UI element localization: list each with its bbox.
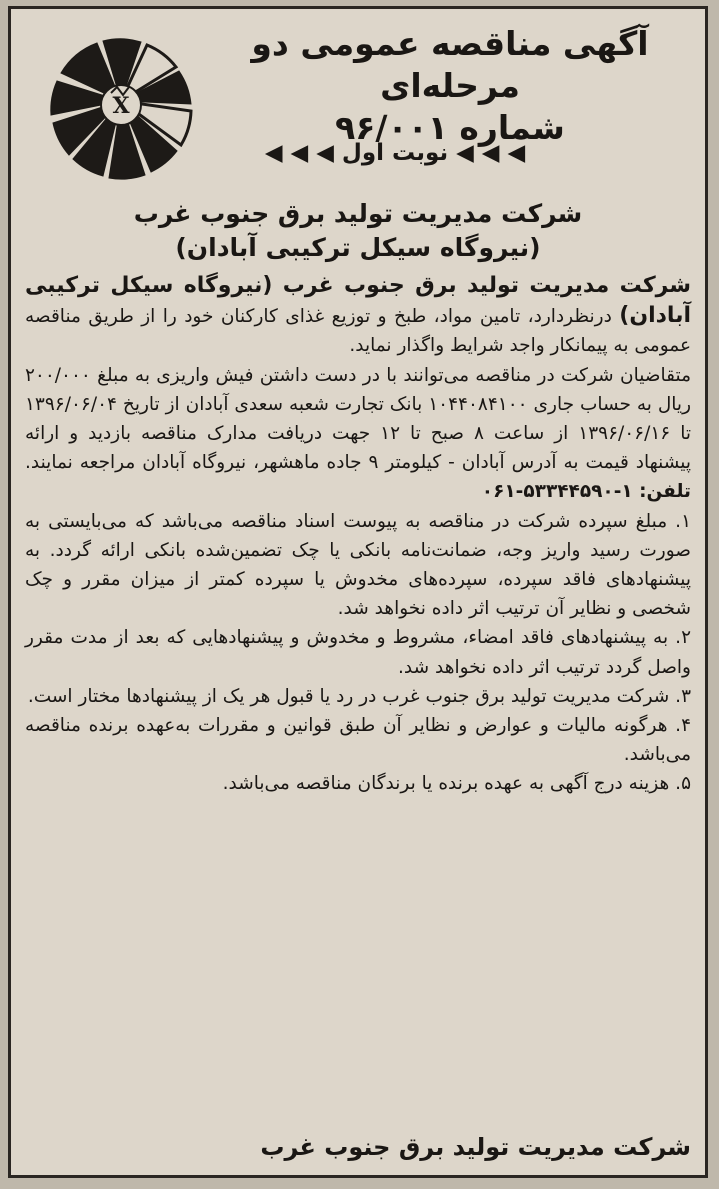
condition-item-4: ۴. هرگونه مالیات و عوارض و نظایر آن طبق قوانین و مقررات به‌عهده برنده مناقصه می‌باشد. xyxy=(25,715,691,766)
title-line-1: آگهی مناقصه عمومی دو مرحله‌ای xyxy=(251,24,649,105)
company-heading xyxy=(25,197,691,265)
signature-line: شرکت مدیریت تولید برق جنوب غرب xyxy=(260,1133,691,1161)
condition-item-3: ۳. شرکت مدیریت تولید برق جنوب غرب در رد یا قبول هر یک از پیشنهادها مختار است. xyxy=(27,685,691,707)
company-name: شرکت مدیریت تولید برق جنوب غرب xyxy=(133,199,583,228)
condition-item-5: ۵. هزینه درج آگهی به عهده برنده یا برندگان مناقصه می‌باشد. xyxy=(222,773,691,795)
plant-name: (نیروگاه سیکل ترکیبی آبادان) xyxy=(175,233,541,262)
condition-item-2: ۲. به پیشنهادهای فاقد امضاء، مشروط و مخدوش و پیشنهادهایی که بعد از مدت مقرر واصل گردد ترتیب اثر داده نخواهد شد. xyxy=(25,627,691,678)
intro-text: درنظردارد، تامین مواد، طبخ و توزیع غذای کارکنان خود را از طریق مناقصه عمومی به پیمانکار واجد شرایط واگذار نماید. xyxy=(25,306,691,357)
tender-number: شماره ۹۶/۰۰۱ xyxy=(335,108,565,147)
conditions-paragraph xyxy=(25,361,691,507)
phone-number: تلفن: ۱-۵۳۳۴۴۵۹۰-۰۶۱ xyxy=(481,481,691,503)
conditions-text: متقاضیان شرکت در مناقصه می‌توانند با در دست داشتن فیش واریزی به مبلغ ۲۰۰/۰۰۰ ریال به حساب جاری ۱۰۴۴۰۸۴۱۰۰ بانک تجارت شعبه سعدی آبادان از تاریخ ۱۳۹۶/۰۶/۰۴ تا ۱۳۹۶/۰۶/۱۶ از ساعت ۸ صبح تا ۱۲ جهت دریافت مدارک مناقصه بازدید و ارائه پیشنهاد قیمت به آدرس آبادان - کیلومتر ۹ جاده ماهشهر، نیروگاه آبادان مراجعه نمایند. xyxy=(25,364,692,474)
notice-round: ◀ ◀ ◀ نوبت اول ◀ ◀ ◀ xyxy=(264,140,526,166)
svg-text:X: X xyxy=(112,93,130,119)
turbine-logo-icon xyxy=(45,33,197,185)
newspaper-clipping xyxy=(8,6,708,1178)
intro-lead: شرکت مدیریت تولید برق جنوب غرب (نیروگاه سیکل ترکیبی آبادان) xyxy=(25,273,691,329)
announcement-body xyxy=(25,271,691,799)
condition-item-1: ۱. مبلغ سپرده شرکت در مناقصه به پیوست اسناد مناقصه می‌باشد که می‌بایستی به صورت رسید واریز وجه، ضمانت‌نامه بانکی یا چک تضمین‌شده بانکی ارائه گردد. به پیشنهادهای فاقد سپرده، سپرده‌های مخدوش یا سپرده کمتر از میزان مقرر و چک شخصی و نظایر آن ترتیب اثر داده نخواهد شد. xyxy=(25,510,691,620)
intro-paragraph xyxy=(25,271,691,361)
